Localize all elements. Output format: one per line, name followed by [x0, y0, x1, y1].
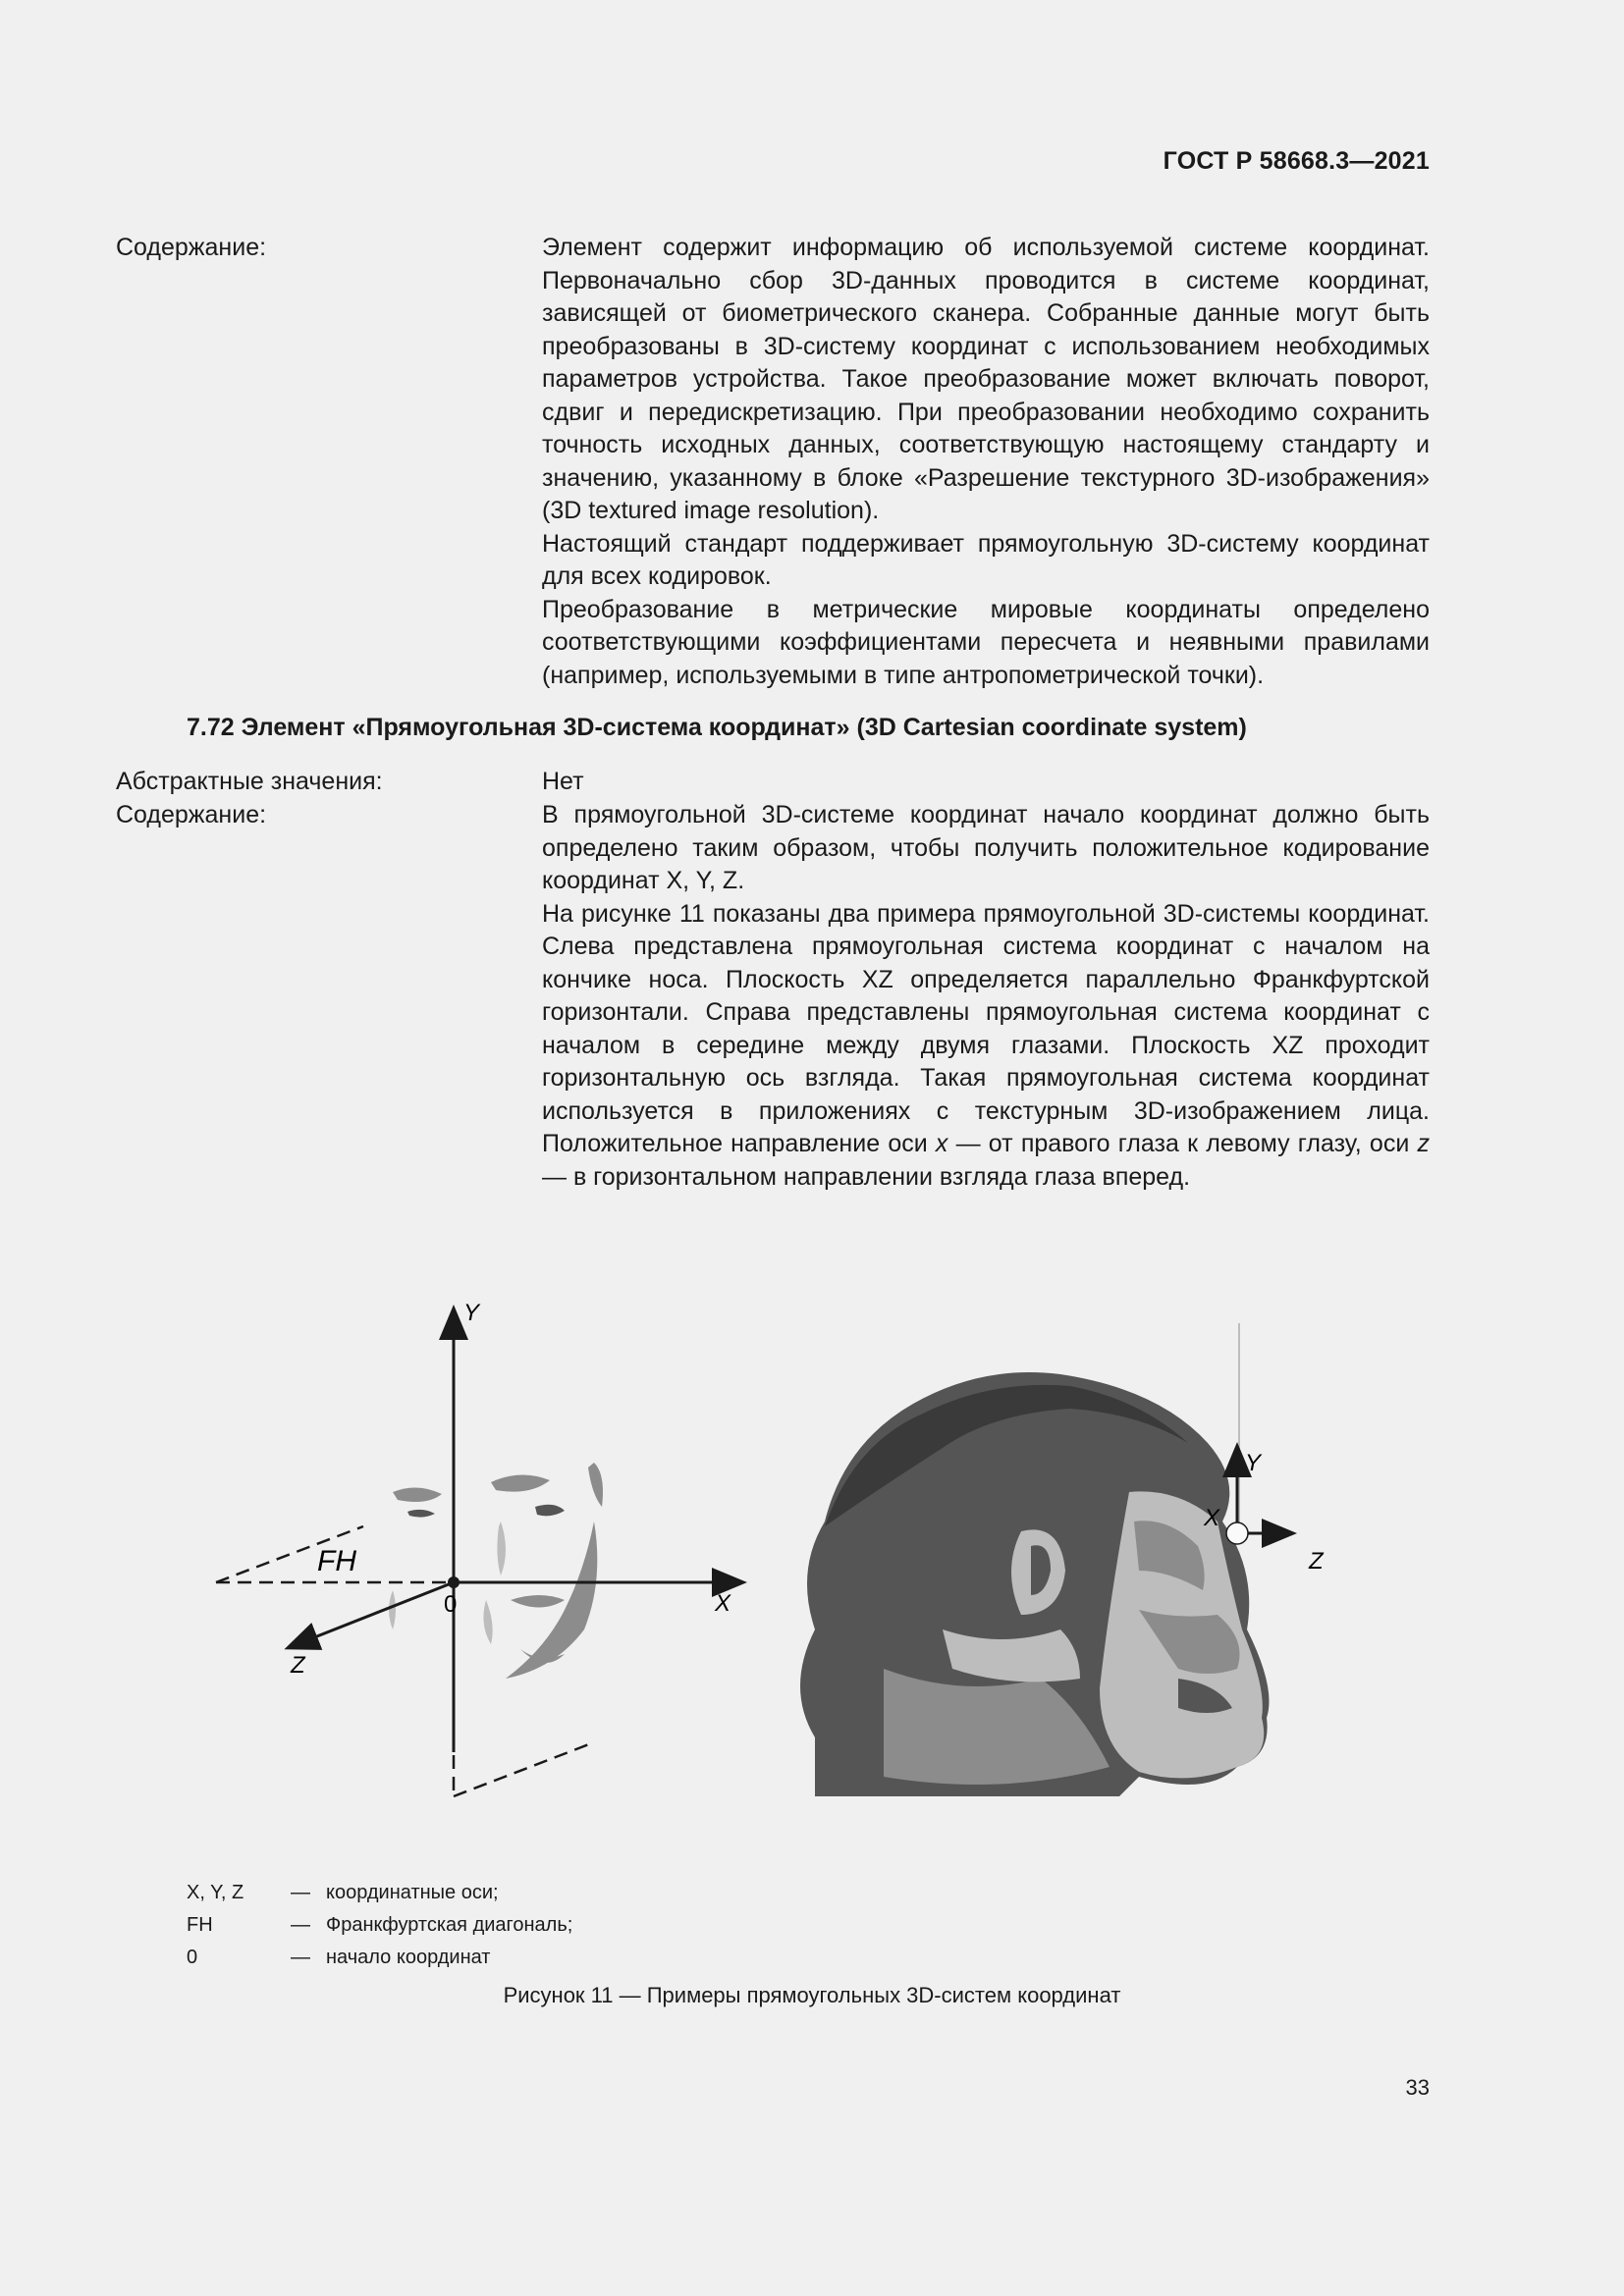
paragraph: Настоящий стандарт поддерживает прямоугольную 3D-систему координат для всех кодировок.: [542, 529, 1430, 590]
content-text: [542, 232, 1430, 692]
origin-point: [448, 1576, 460, 1588]
abstract-values-value: Нет: [542, 768, 584, 795]
legend-item: X, Y, Z — координатные оси;: [187, 1882, 499, 1903]
paragraph: Преобразование в метрические мировые координаты определено соответствующими коэффициентами пересчета и неявными правилами (например, используемыми в типе антропометрической точки).: [542, 595, 1430, 689]
y-axis-label: Y: [463, 1300, 480, 1326]
right-head-illustration: [800, 1372, 1270, 1796]
left-coordinate-axes: [216, 1300, 741, 1796]
paragraph: На рисунке 11 показаны два примера прямоугольной 3D-системы координат. Слева представлена прямоугольная система координат с началом на кончике носа. Плоскость XZ определяется параллельно Франкфуртской горизонтали. Справа представлены прямоугольная система координат с началом в середине между двумя глазами. Плоскость XZ проходит горизонтальную ось взгляда. Такая прямоугольная система координат используется в приложениях с текстурным 3D-изображением лица. Положительное направление оси x — от правого глаза к левому глазу, оси z — в горизонтальном направлении взгляда глаза вперед.: [542, 899, 1430, 1191]
x-axis-label: X: [715, 1590, 731, 1617]
left-face-illustration: [389, 1463, 603, 1679]
page-number: 33: [1405, 2075, 1430, 2100]
y-axis-label: Y: [1245, 1450, 1262, 1476]
x-axis-label: X: [1204, 1505, 1220, 1531]
figure-legend: [187, 1877, 572, 1974]
origin-point: [1226, 1522, 1248, 1544]
content-text: [542, 799, 1430, 1194]
legend-item: FH — Франкфуртская диагональ;: [187, 1914, 573, 1936]
z-axis-label: Z: [291, 1652, 305, 1679]
origin-label: 0: [444, 1591, 458, 1618]
figure-caption: Рисунок 11 — Примеры прямоугольных 3D-систем координат: [503, 1983, 1121, 2007]
document-id: ГОСТ Р 58668.3—2021: [1163, 147, 1430, 175]
fh-label: FH: [317, 1545, 356, 1577]
z-axis-label: Z: [1309, 1548, 1324, 1575]
legend-item: 0 — начало координат: [187, 1947, 491, 1968]
content-label: Содержание:: [116, 801, 267, 828]
z-axis: [290, 1582, 454, 1647]
section-heading: 7.72 Элемент «Прямоугольная 3D-система координат» (3D Cartesian coordinate system): [187, 714, 1247, 741]
paragraph: Элемент содержит информацию об используемой системе координат. Первоначально сбор 3D-данных проводится в системе координат, зависящей от биометрического сканера. Собранные данные могут быть преобразованы в 3D-систему координат с использованием необходимых параметров устройства. Такое преобразование может включать поворот, сдвиг и передискретизацию. При преобразовании необходимо сохранить точность исходных данных, соответствующую настоящему стандарту и значению, указанному в блоке «Разрешение текстурного 3D-изображения» (3D textured image resolution).: [542, 234, 1430, 524]
abstract-values-label: Абстрактные значения:: [116, 768, 383, 795]
paragraph: В прямоугольной 3D-системе координат начало координат должно быть определено таким образом, чтобы получить положительное кодирование координат X, Y, Z.: [542, 801, 1430, 894]
content-label: Содержание:: [116, 234, 267, 261]
figure-11: [196, 1276, 1375, 1845]
